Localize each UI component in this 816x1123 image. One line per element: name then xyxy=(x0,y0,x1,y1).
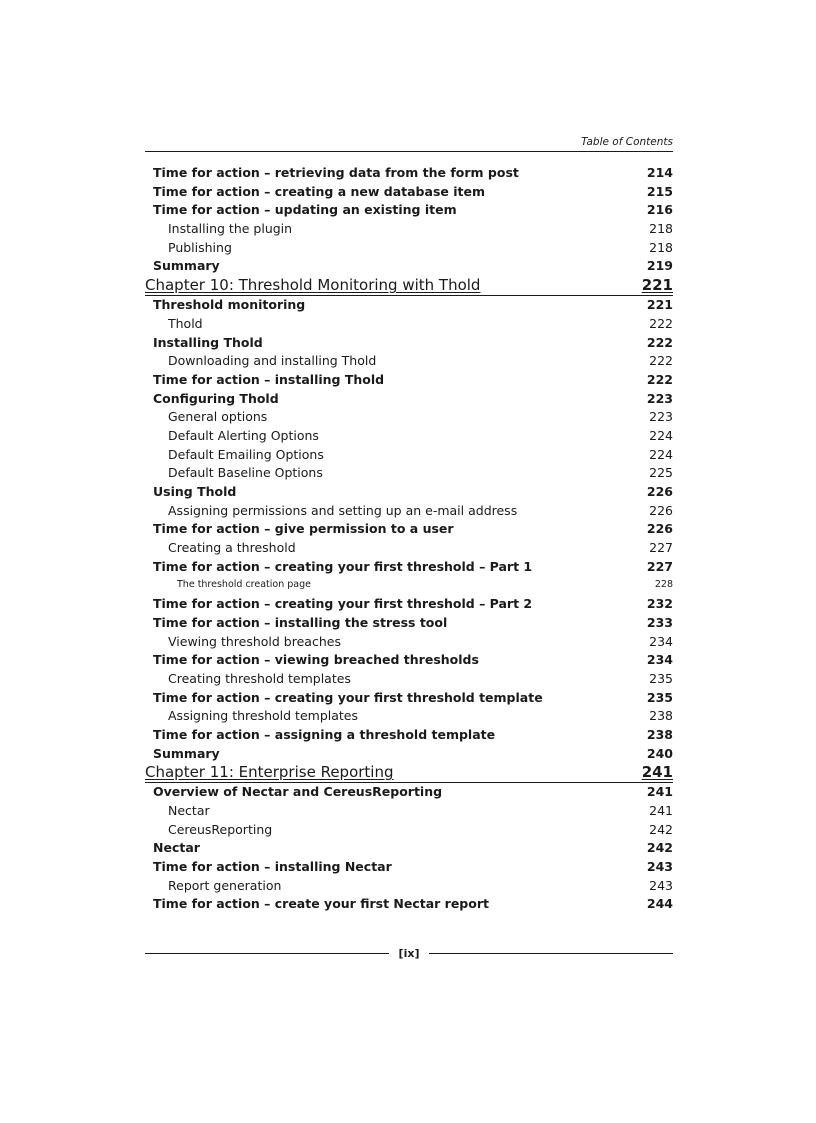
toc-entry-page: 223 xyxy=(646,390,673,406)
toc-entry-page: 223 xyxy=(649,409,673,425)
toc-entry xyxy=(145,726,673,745)
toc-entry-page: 215 xyxy=(646,183,673,199)
toc-entry xyxy=(145,895,673,914)
toc-entry-title: CereusReporting xyxy=(168,821,273,837)
toc-entry-title: General options xyxy=(168,409,268,425)
toc-entry xyxy=(145,352,673,371)
toc-entry-page: 218 xyxy=(649,221,673,237)
toc-entry-title: Overview of Nectar and CereusReporting xyxy=(153,784,443,800)
toc-entry-page: 221 xyxy=(641,276,673,295)
toc-entry-title: Time for action – assigning a threshold template xyxy=(153,726,496,742)
toc-entry-title: Using Thold xyxy=(153,484,237,499)
toc-entry-page: 243 xyxy=(649,877,673,893)
footer-rule-right xyxy=(429,953,673,954)
toc-entry xyxy=(145,839,673,858)
toc-entry-title: Time for action – viewing breached thresholds xyxy=(153,652,479,668)
toc-entry-title: Time for action – give permission to a user xyxy=(153,521,454,537)
toc-entry-page: 226 xyxy=(646,521,673,537)
toc-entry-page: 228 xyxy=(654,579,673,591)
toc-entry xyxy=(145,576,673,595)
toc-entry-page: 226 xyxy=(646,484,673,499)
table-of-contents xyxy=(145,164,673,914)
toc-entry-page: 218 xyxy=(649,239,673,255)
toc-entry-title: Thold xyxy=(168,315,203,331)
toc-page xyxy=(145,134,673,914)
toc-entry-title: Time for action – creating your first threshold – Part 1 xyxy=(153,558,533,574)
toc-entry xyxy=(145,670,673,689)
toc-entry xyxy=(145,183,673,202)
toc-entry-page: 242 xyxy=(649,821,673,837)
toc-entry-title: Time for action – create your first Nectar report xyxy=(153,896,489,912)
toc-entry-page: 222 xyxy=(649,353,673,369)
toc-entry xyxy=(145,558,673,577)
toc-entry xyxy=(145,633,673,652)
toc-entry-title: Assigning permissions and setting up an e-mail address xyxy=(168,502,518,518)
toc-entry-page: 235 xyxy=(649,670,673,686)
toc-entry-title: Chapter 10: Threshold Monitoring with Thold xyxy=(145,276,481,295)
toc-entry xyxy=(145,408,673,427)
toc-entry xyxy=(145,390,673,409)
toc-entry xyxy=(145,520,673,539)
toc-entry xyxy=(145,296,673,315)
toc-entry-title: Creating a threshold xyxy=(168,540,296,556)
toc-chapter-entry xyxy=(145,276,673,296)
toc-entry xyxy=(145,446,673,465)
toc-entry xyxy=(145,783,673,802)
toc-chapter-entry xyxy=(145,763,673,783)
toc-entry xyxy=(145,315,673,334)
toc-entry-page: 222 xyxy=(649,315,673,331)
running-header xyxy=(145,134,673,152)
toc-entry-page: 227 xyxy=(649,540,673,556)
toc-entry-title: Time for action – installing Nectar xyxy=(153,859,392,875)
toc-entry-title: Installing Thold xyxy=(153,334,263,350)
toc-entry-page: 238 xyxy=(649,708,673,724)
toc-entry-title: Assigning threshold templates xyxy=(168,708,358,724)
toc-entry-page: 241 xyxy=(641,763,673,782)
toc-entry xyxy=(145,371,673,390)
toc-entry-page: 241 xyxy=(646,784,673,800)
footer-rule-left xyxy=(145,953,389,954)
toc-entry-title: Default Emailing Options xyxy=(168,446,324,462)
toc-entry-title: Time for action – installing the stress tool xyxy=(153,614,448,630)
toc-entry-page: 233 xyxy=(646,614,673,630)
toc-entry-page: 225 xyxy=(649,465,673,481)
toc-entry-title: Publishing xyxy=(168,239,232,255)
toc-entry-page: 232 xyxy=(646,596,673,612)
toc-entry-page: 216 xyxy=(646,202,673,218)
toc-entry-page: 244 xyxy=(646,896,673,912)
toc-entry xyxy=(145,821,673,840)
toc-entry-title: Report generation xyxy=(168,877,282,893)
toc-entry-page: 226 xyxy=(649,502,673,518)
toc-entry xyxy=(145,502,673,521)
toc-entry-title: Installing the plugin xyxy=(168,221,293,237)
toc-entry-title: Chapter 11: Enterprise Reporting xyxy=(145,763,394,782)
toc-entry-page: 214 xyxy=(646,165,673,180)
toc-entry xyxy=(145,239,673,258)
toc-entry-title: The threshold creation page xyxy=(177,579,311,591)
toc-entry-page: 234 xyxy=(646,652,673,668)
toc-entry-title: Time for action – creating a new database item xyxy=(153,183,485,199)
toc-entry-title: Summary xyxy=(153,745,220,761)
toc-entry-page: 224 xyxy=(649,427,673,443)
toc-entry-page: 222 xyxy=(646,371,673,387)
running-header-title: Table of Contents xyxy=(581,136,673,148)
toc-entry xyxy=(145,745,673,764)
toc-entry xyxy=(145,257,673,276)
toc-entry-title: Viewing threshold breaches xyxy=(168,633,341,649)
toc-entry-page: 224 xyxy=(649,446,673,462)
toc-entry xyxy=(145,877,673,896)
toc-entry-title: Time for action – retrieving data from the form post xyxy=(153,165,519,180)
toc-entry-page: 243 xyxy=(646,859,673,875)
toc-entry xyxy=(145,858,673,877)
toc-entry-title: Configuring Thold xyxy=(153,390,279,406)
toc-entry-page: 219 xyxy=(646,258,673,274)
toc-entry xyxy=(145,201,673,220)
toc-entry-page: 234 xyxy=(649,633,673,649)
toc-entry-title: Threshold monitoring xyxy=(153,297,306,313)
toc-entry xyxy=(145,802,673,821)
toc-entry-title: Nectar xyxy=(168,803,210,818)
toc-entry-page: 242 xyxy=(646,840,673,856)
toc-entry-page: 221 xyxy=(646,297,673,313)
toc-entry xyxy=(145,164,673,183)
toc-entry-title: Default Baseline Options xyxy=(168,465,323,481)
toc-entry-title: Creating threshold templates xyxy=(168,670,351,686)
toc-entry xyxy=(145,220,673,239)
toc-entry-page: 235 xyxy=(646,689,673,705)
toc-entry xyxy=(145,614,673,633)
toc-entry-title: Time for action – updating an existing item xyxy=(153,202,457,218)
page-footer xyxy=(145,944,673,962)
toc-entry-title: Nectar xyxy=(153,840,200,856)
toc-entry-title: Downloading and installing Thold xyxy=(168,353,377,369)
toc-entry-title: Summary xyxy=(153,258,220,274)
toc-entry-page: 240 xyxy=(646,745,673,761)
toc-entry xyxy=(145,651,673,670)
toc-entry xyxy=(145,707,673,726)
toc-entry-title: Default Alerting Options xyxy=(168,427,319,443)
page-number: [ix] xyxy=(398,946,420,960)
toc-entry-page: 222 xyxy=(646,334,673,350)
toc-entry-title: Time for action – installing Thold xyxy=(153,371,385,387)
toc-entry-page: 227 xyxy=(646,558,673,574)
toc-entry xyxy=(145,464,673,483)
toc-entry-title: Time for action – creating your first threshold – Part 2 xyxy=(153,596,533,612)
toc-entry-page: 238 xyxy=(646,726,673,742)
toc-entry-page: 241 xyxy=(649,803,673,818)
toc-entry xyxy=(145,689,673,708)
toc-entry xyxy=(145,539,673,558)
toc-entry-title: Time for action – creating your first threshold template xyxy=(153,689,543,705)
toc-entry xyxy=(145,334,673,353)
toc-entry xyxy=(145,427,673,446)
toc-entry xyxy=(145,595,673,614)
toc-entry xyxy=(145,483,673,502)
